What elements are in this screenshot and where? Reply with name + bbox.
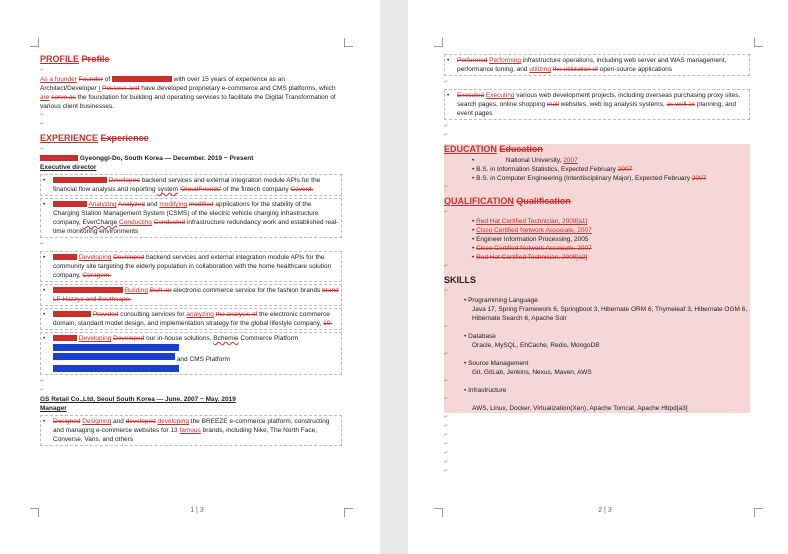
list-item: • B.S. in Computer Engineering (Interdisciplinary Major), Expected February 2007 [472, 175, 707, 182]
document-page-1 [0, 0, 380, 554]
list-item: • Red Hat Certified Technician, 2009[a2] [472, 254, 588, 261]
list-item: • Cisco Certified Network Associate, 2007 [472, 227, 592, 234]
list-item: • Developing Developed our in-house solutions, Bchemie Commerce Platform and CMS Platform [40, 332, 342, 375]
skills-heading: SKILLS [444, 275, 477, 285]
profile-heading: PROFILE Profile [40, 54, 110, 64]
skill-detail: Oracle, MySQL, EhCache, Redis, MongoDB [472, 342, 600, 349]
job1-title: Executive director [40, 164, 97, 171]
list-item: • Executed Executing various web development projects, including overseas purchasing proxy sites, search pages, online shopping mall websites, web log analysis systems, as well as planning, and event pages [444, 89, 750, 120]
education-section: EDUCATION Education • National University, 2007 • B.S. in Information Statistics, Expected February 2007 • B.S. in Computer Engineering (Interdisciplinary Major), Expected February 2007 ↵ QUALIFICATION Qualification ↵ • Red Hat Certified Technician, 2009[a1] • Cisco Certified Network Associate, 2007 • Engineer Information Processing, 2005 • Cisco Certified Network Associate, 2007 • Red Hat Certified Technician, 2009[a2] ↵ SKILLS ↵ • Programming Language Java 17, Spring Framework 6, Springboot 3, Hibernate ORM 6, Thymeleaf 3, Hibernate OGM 6, Hibernate Search 6, Apache Solr ↵ • Database Oracle, MySQL, EhCache, Redis, MongoDB ↵ • Source Management Git, GitLab, Jenkins, Nexus, Maven, AWS ↵ • Infrastructure ↵ AWS, Linux, Docker, Virtualization(Xen), Apache Tomcat, Apache Httpd[a3] [444, 144, 750, 413]
list-item: • Performed Performing infrastructure operations, including web server and WAS management, performance tuning, and utilizing the utilization of open-source applications [444, 54, 750, 76]
list-item: • Database [464, 333, 496, 340]
list-item: • Programming Language [464, 297, 538, 304]
profile-paragraph: As a founder Founder of with over 15 years of experience as an Architect/Developer I Possess and have developed proprietary e-commerce and CMS platforms, which are serve as the foundation for building and operating services to facilitate the Digital Transformation of various client businesses. [40, 76, 336, 110]
margin-corner-mark [30, 38, 39, 47]
highlighted-selection [53, 365, 179, 372]
experience-heading: EXPERIENCE Experience [40, 133, 149, 143]
margin-corner-mark [344, 38, 353, 47]
list-item: • National University, 2007 [472, 157, 578, 164]
margin-corner-mark [434, 38, 443, 47]
list-item: • Source Management [464, 360, 529, 367]
list-item: • Cisco Certified Network Associate, 2007 [472, 245, 592, 252]
list-item: • Designed Designing and developed developing the BREEZE e-commerce platform, constructing and managing e-commerce websites for 13 famous brands, including Nike, The North Face, Converse, Vans, and others [40, 415, 342, 446]
job2-company: GS Retail Co.,Ltd, Seoul South Korea — June. 2007 ~ May. 2019 [40, 396, 236, 403]
job2-title: Manager [40, 405, 67, 412]
list-item: • Red Hat Certified Technician, 2009[a1] [472, 218, 588, 225]
redacted-text [53, 177, 107, 183]
list-item: • Developed backend services and external integration module APIs for the financial flow analysis and reporting system 'GloudFriends' of the fintech company Coverd. [40, 174, 342, 196]
job1-location: Gyeonggi-Do, South Korea — December. 2019 ~ Present [40, 154, 342, 163]
list-item: • Engineer Information Processing, 2005 [472, 236, 589, 243]
list-item: • Building Built an electronic commerce service for the fashion brands brand LF Hazzys and Southcape. [40, 284, 342, 306]
skill-detail: Java 17, Spring Framework 6, Springboot 3, Hibernate ORM 6, Thymeleaf 3, Hibernate OGM 6, Hibernate Search 6, Apache Solr [472, 306, 748, 322]
skill-detail: Git, GitLab, Jenkins, Nexus, Maven, AWS [472, 369, 592, 376]
list-item: • Infrastructure [464, 387, 507, 394]
page-number: 1 | 3 [190, 507, 204, 514]
redacted-text [53, 311, 91, 317]
redacted-text [53, 335, 77, 341]
redacted-text [53, 254, 77, 260]
list-item: • B.S. in Information Statistics, Expected February 2007 [472, 166, 633, 173]
redacted-text [112, 76, 172, 82]
list-item: • Provided consulting services for analyzing the analysis of the electronic commerce domain, standard model design, and implementation strategy for the global lifestyle company, 19. [40, 308, 342, 330]
redacted-text [53, 287, 123, 293]
page-2-body[interactable]: • Performed Performing infrastructure operations, including web server and WAS management, performance tuning, and utilizing the utilization of open-source applications ↵ • Executed Executing various web development projects, including overseas purchasing proxy sites, search pages, online shopping mall websites, web log analysis systems, as well as planning, and event pages ↵ ↵ EDUCATION Education • National University, 2007 • B.S. in Information Statistics, Expected February 2007 • B.S. in Computer Engineering (Interdisciplinary Major), Expected February 2007 ↵ QUALIFICATION Qualification ↵ • Red Hat Certified Technician, 2009[a1] • Cisco Certified Network Associate, 2007 • Engineer Information Processing, 2005 • Cisco Certified Network Associate, 2007 • Red Hat Certified Technician, 2009[a2] ↵ SKILLS ↵ • Programming Language Java 17, Spring Framework 6, Springboot 3, Hibernate ORM 6, Thymeleaf 3, Hibernate OGM 6, Hibernate Search 6, Apache Solr ↵ • Database Oracle, MySQL, EhCache, Redis, MongoDB ↵ • Source Management Git, GitLab, Jenkins, Nexus, Maven, AWS ↵ • Infrastructure ↵ AWS, Linux, Docker, Virtualization(Xen), Apache Tomcat, Apache Httpd[a3] ↵ ↵ ↵ ↵ ↵ ↵ ↵ [444, 52, 750, 476]
document-page-2 [408, 0, 788, 554]
skill-detail: AWS, Linux, Docker, Virtualization(Xen), Apache Tomcat, Apache Httpd[a3] [472, 405, 688, 412]
redacted-text [40, 155, 78, 161]
qualification-heading: QUALIFICATION Qualification [444, 196, 571, 206]
page-1-body[interactable]: PROFILE Profile ↵ As a founder Founder of with over 15 years of experience as an Architect/Developer I Possess and have developed proprietary e-commerce and CMS platforms, which are serve as the foundation for building and operating services to facilitate the Digital Transformation of various client businesses. ↵ ↵ EXPERIENCE Experience ↵ Gyeonggi-Do, South Korea — December. 2019 ~ Present Executive director • Developed backend services and external integration module APIs for the financial flow analysis and reporting system 'GloudFriends' of the fintech company Coverd. • Analyzing Analyzed and modifying modified applications for the stability of the Charging Station Management System (CSMS) of the electric vehicle charging infrastructure company, EverCharge Conducting Conducted infrastructure redundancy work and established real-time monitoring environments ↵ • Developing Developed backend services and external integration module APIs for the community site targeting the elderly population in collaboration with the home healthcare solution company, Coragem. • Building Built an electronic commerce service for the fashion brands brand LF Hazzys and Southcape. • Provided consulting services for analyzing the analysis of the electronic commerce domain, standard model design, and implementation strategy for the global lifestyle company, 19. • Developing Developed our in-house solutions, Bchemie Commerce Platform and CMS Platform ↵ ↵ GS Retail Co.,Ltd, Seoul South Korea — June. 2007 ~ May. 2019 Manager • Designed Designing and developed developing the BREEZE e-commerce platform, constructing and managing e-commerce websites for 13 famous brands, including Nike, The North Face, Converse, Vans, and others [40, 50, 342, 448]
list-item: • Developing Developed backend services and external integration module APIs for the community site targeting the elderly population in collaboration with the home healthcare solution company, Coragem. [40, 251, 342, 282]
page-gap [380, 0, 408, 554]
list-item: • Analyzing Analyzed and modifying modified applications for the stability of the Charging Station Management System (CSMS) of the electric vehicle charging infrastructure company, EverCharge Conducting Conducted infrastructure redundancy work and established real-time monitoring environments [40, 198, 342, 238]
education-heading: EDUCATION Education [444, 144, 543, 154]
redacted-text [53, 201, 87, 207]
page-number: 2 | 3 [598, 507, 612, 514]
highlighted-selection [53, 353, 175, 360]
margin-corner-mark [754, 38, 763, 47]
highlighted-selection [53, 344, 179, 351]
